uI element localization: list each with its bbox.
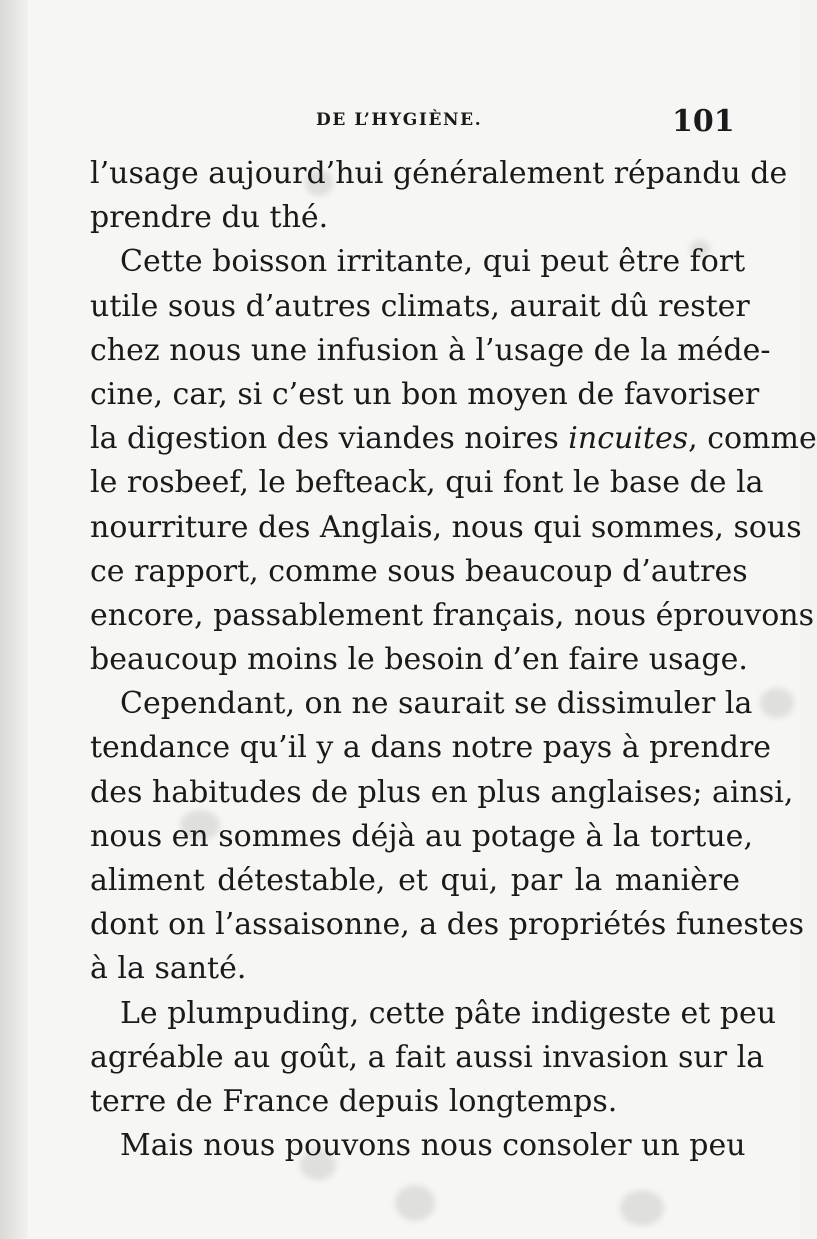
text-line: à la santé.	[90, 951, 247, 987]
text-line: cine, car, si c’est un bon moyen de favoriser	[90, 376, 760, 412]
text-line: terre de France depuis longtemps.	[90, 1083, 618, 1119]
text-line: des habitudes de plus en plus anglaises; ainsi,	[90, 774, 794, 810]
foxing-spot	[760, 688, 794, 718]
text-segment: , comme	[688, 421, 817, 457]
text-line: ce rapport, comme sous beaucoup d’autres	[90, 553, 748, 589]
text-line: Le plumpuding, cette pâte indigeste et peu	[120, 995, 777, 1031]
text-line: utile sous d’autres climats, aurait dû rester	[90, 288, 750, 324]
text-segment: la digestion des viandes noires	[90, 421, 569, 457]
page-gutter-shadow	[0, 0, 28, 1239]
text-line: nous en sommes déjà au potage à la tortue,	[90, 818, 753, 854]
running-title: DE L’HYGIÈNE.	[316, 110, 483, 130]
text-line: l’usage aujourd’hui généralement répandu de	[90, 156, 788, 191]
text-line-with-italic	[90, 417, 817, 461]
body-text	[90, 152, 817, 1168]
text-line: Cette boisson irritante, qui peut être fort	[120, 244, 746, 280]
text-line: Mais nous pouvons nous consoler un peu	[120, 1128, 746, 1164]
text-line: chez nous une infusion à l’usage de la méde-	[90, 332, 771, 368]
italic-word: incuites	[568, 421, 689, 457]
page-number: 101	[672, 104, 735, 139]
text-line: tendance qu’il y a dans notre pays à prendre	[90, 730, 772, 766]
text-line: dont on l’assaisonne, a des propriétés funestes	[90, 907, 804, 943]
text-line: agréable au goût, a fait aussi invasion sur la	[90, 1039, 765, 1075]
text-line: aliment détestable, et qui, par la manière	[90, 863, 740, 898]
foxing-spot	[620, 1190, 664, 1226]
text-line: nourriture des Anglais, nous qui sommes, sous	[90, 509, 802, 545]
running-header	[0, 104, 800, 138]
text-line: le rosbeef, le befteack, qui font le base de la	[90, 465, 764, 501]
foxing-spot	[395, 1185, 435, 1221]
text-line: prendre du thé.	[90, 200, 329, 236]
text-line: encore, passablement français, nous éprouvons	[90, 597, 814, 633]
text-line: beaucoup moins le besoin d’en faire usage.	[90, 642, 748, 678]
text-line: Cependant, on ne saurait se dissimuler la	[120, 686, 753, 722]
